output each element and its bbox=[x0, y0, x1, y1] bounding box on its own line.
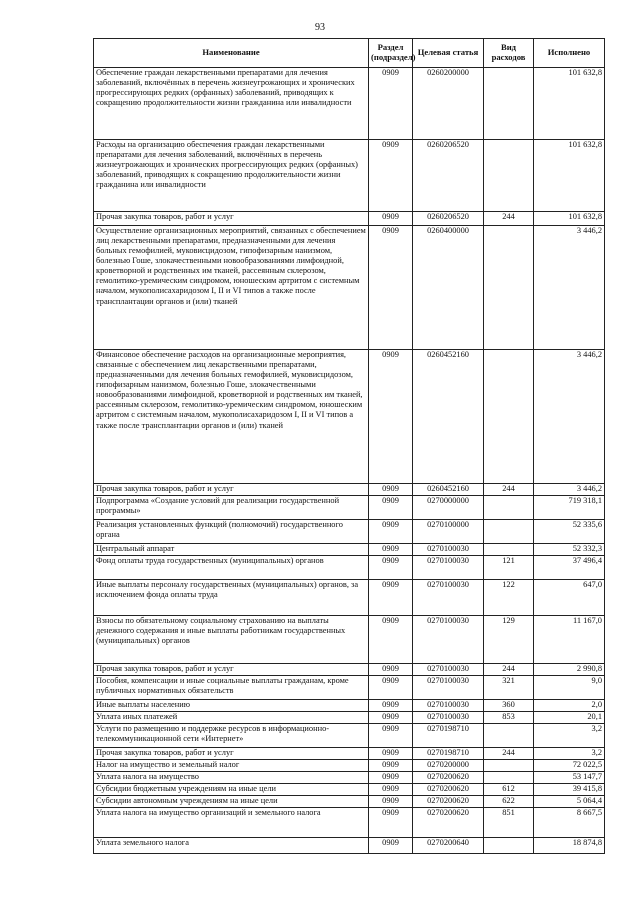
row-article-cell: 0270200640 bbox=[413, 838, 484, 854]
row-expense-type-cell bbox=[484, 772, 534, 784]
row-expense-type-cell: 244 bbox=[484, 748, 534, 760]
row-name-cell: Прочая закупка товаров, работ и услуг bbox=[94, 664, 369, 676]
row-expense-type-cell bbox=[484, 520, 534, 544]
row-section-cell: 0909 bbox=[369, 212, 413, 226]
table-row bbox=[94, 556, 605, 580]
row-expense-type-cell: 244 bbox=[484, 212, 534, 226]
row-name-cell: Подпрограмма «Создание условий для реализации государственной программы» bbox=[94, 496, 369, 520]
row-article-cell: 0270100030 bbox=[413, 664, 484, 676]
row-amount-cell: 52 332,3 bbox=[534, 544, 605, 556]
header-executed: Исполнено bbox=[534, 39, 605, 68]
row-article-cell: 0260452160 bbox=[413, 350, 484, 484]
row-section-cell: 0909 bbox=[369, 580, 413, 616]
header-article: Целевая статья bbox=[413, 39, 484, 68]
table-header-row bbox=[94, 39, 605, 68]
row-name-cell: Финансовое обеспечение расходов на организационные мероприятия, связанные с обеспечением лиц лекарственными препаратами, предназначенными для лечения больных гемофилией, муковисцидозом, гипофизарным нанизмом, болезнью Гоше, злокачественными новообразованиями лимфоидной, кроветворной и родственных им тканей, рассеянным склерозом, гемолитико-уремическим синдромом, юношеским артритом с системным началом, мукополисахаридозом I, II и VI типов а также после трансплантации органов и (или) тканей bbox=[94, 350, 369, 484]
row-expense-type-cell bbox=[484, 140, 534, 212]
row-name-cell: Уплата земельного налога bbox=[94, 838, 369, 854]
table-row bbox=[94, 616, 605, 664]
row-article-cell: 0270200620 bbox=[413, 808, 484, 838]
header-expense-type: Вид расходов bbox=[484, 39, 534, 68]
row-article-cell: 0270200620 bbox=[413, 784, 484, 796]
row-article-cell: 0270200000 bbox=[413, 760, 484, 772]
table-row bbox=[94, 140, 605, 212]
table-row bbox=[94, 760, 605, 772]
row-section-cell: 0909 bbox=[369, 796, 413, 808]
row-amount-cell: 101 632,8 bbox=[534, 140, 605, 212]
row-amount-cell: 39 415,8 bbox=[534, 784, 605, 796]
row-name-cell: Субсидии бюджетным учреждениям на иные цели bbox=[94, 784, 369, 796]
row-section-cell: 0909 bbox=[369, 700, 413, 712]
row-expense-type-cell: 121 bbox=[484, 556, 534, 580]
table-row bbox=[94, 676, 605, 700]
table-row bbox=[94, 484, 605, 496]
row-section-cell: 0909 bbox=[369, 808, 413, 838]
row-amount-cell: 3 446,2 bbox=[534, 484, 605, 496]
table-row bbox=[94, 700, 605, 712]
row-amount-cell: 3,2 bbox=[534, 748, 605, 760]
row-section-cell: 0909 bbox=[369, 68, 413, 140]
row-expense-type-cell bbox=[484, 760, 534, 772]
row-amount-cell: 2 990,8 bbox=[534, 664, 605, 676]
row-name-cell: Прочая закупка товаров, работ и услуг bbox=[94, 748, 369, 760]
row-article-cell: 0270100030 bbox=[413, 616, 484, 664]
row-expense-type-cell bbox=[484, 724, 534, 748]
row-amount-cell: 37 496,4 bbox=[534, 556, 605, 580]
row-name-cell: Обеспечение граждан лекарственными препаратами для лечения заболеваний, включённых в перечень жизнеугрожающих и хронических прогрессирующих редких (орфанных) заболеваний, приводящих к сокращению продолжительности жизни гражданина или инвалидности bbox=[94, 68, 369, 140]
budget-table bbox=[93, 38, 605, 854]
row-amount-cell: 719 318,1 bbox=[534, 496, 605, 520]
row-amount-cell: 52 335,6 bbox=[534, 520, 605, 544]
row-amount-cell: 18 874,8 bbox=[534, 838, 605, 854]
table-row bbox=[94, 808, 605, 838]
row-amount-cell: 3,2 bbox=[534, 724, 605, 748]
row-amount-cell: 3 446,2 bbox=[534, 350, 605, 484]
row-section-cell: 0909 bbox=[369, 772, 413, 784]
row-section-cell: 0909 bbox=[369, 712, 413, 724]
row-expense-type-cell bbox=[484, 350, 534, 484]
row-amount-cell: 647,0 bbox=[534, 580, 605, 616]
row-name-cell: Уплата налога на имущество организаций и земельного налога bbox=[94, 808, 369, 838]
row-article-cell: 0270100030 bbox=[413, 580, 484, 616]
table-row bbox=[94, 772, 605, 784]
header-section: Раздел (подраздел) bbox=[369, 39, 413, 68]
row-article-cell: 0260400000 bbox=[413, 226, 484, 350]
row-name-cell: Пособия, компенсации и иные социальные выплаты гражданам, кроме публичных нормативных обязательств bbox=[94, 676, 369, 700]
row-name-cell: Прочая закупка товаров, работ и услуг bbox=[94, 212, 369, 226]
row-article-cell: 0260452160 bbox=[413, 484, 484, 496]
table-row bbox=[94, 212, 605, 226]
row-section-cell: 0909 bbox=[369, 760, 413, 772]
table-row bbox=[94, 748, 605, 760]
row-expense-type-cell bbox=[484, 68, 534, 140]
row-article-cell: 0260206520 bbox=[413, 140, 484, 212]
table-row bbox=[94, 68, 605, 140]
row-expense-type-cell: 129 bbox=[484, 616, 534, 664]
row-name-cell: Услуги по размещению и поддержке ресурсов в информационно-телекоммуникационной сети «Интернет» bbox=[94, 724, 369, 748]
table-row bbox=[94, 520, 605, 544]
row-name-cell: Налог на имущество и земельный налог bbox=[94, 760, 369, 772]
table-row bbox=[94, 712, 605, 724]
row-amount-cell: 5 064,4 bbox=[534, 796, 605, 808]
row-expense-type-cell: 244 bbox=[484, 484, 534, 496]
row-expense-type-cell: 612 bbox=[484, 784, 534, 796]
header-name: Наименование bbox=[94, 39, 369, 68]
table-row bbox=[94, 496, 605, 520]
row-section-cell: 0909 bbox=[369, 676, 413, 700]
row-expense-type-cell bbox=[484, 838, 534, 854]
row-section-cell: 0909 bbox=[369, 616, 413, 664]
table-row bbox=[94, 350, 605, 484]
row-expense-type-cell: 622 bbox=[484, 796, 534, 808]
table-body bbox=[94, 68, 605, 854]
row-section-cell: 0909 bbox=[369, 496, 413, 520]
row-name-cell: Уплата налога на имущество bbox=[94, 772, 369, 784]
row-name-cell: Иные выплаты персоналу государственных (муниципальных) органов, за исключением фонда оплаты труда bbox=[94, 580, 369, 616]
row-section-cell: 0909 bbox=[369, 484, 413, 496]
row-article-cell: 0270100030 bbox=[413, 556, 484, 580]
row-amount-cell: 8 667,5 bbox=[534, 808, 605, 838]
row-amount-cell: 101 632,8 bbox=[534, 68, 605, 140]
row-article-cell: 0260200000 bbox=[413, 68, 484, 140]
row-article-cell: 0260206520 bbox=[413, 212, 484, 226]
row-section-cell: 0909 bbox=[369, 140, 413, 212]
row-name-cell: Взносы по обязательному социальному страхованию на выплаты денежного содержания и иные выплаты работникам государственных (муниципальных) органов bbox=[94, 616, 369, 664]
row-section-cell: 0909 bbox=[369, 544, 413, 556]
row-section-cell: 0909 bbox=[369, 724, 413, 748]
row-amount-cell: 2,0 bbox=[534, 700, 605, 712]
row-amount-cell: 53 147,7 bbox=[534, 772, 605, 784]
row-name-cell: Субсидии автономным учреждениям на иные цели bbox=[94, 796, 369, 808]
row-section-cell: 0909 bbox=[369, 520, 413, 544]
table-row bbox=[94, 784, 605, 796]
row-article-cell: 0270100030 bbox=[413, 544, 484, 556]
row-expense-type-cell bbox=[484, 226, 534, 350]
row-article-cell: 0270198710 bbox=[413, 748, 484, 760]
row-amount-cell: 9,0 bbox=[534, 676, 605, 700]
row-amount-cell: 11 167,0 bbox=[534, 616, 605, 664]
row-article-cell: 0270200620 bbox=[413, 796, 484, 808]
row-section-cell: 0909 bbox=[369, 664, 413, 676]
row-section-cell: 0909 bbox=[369, 350, 413, 484]
row-section-cell: 0909 bbox=[369, 838, 413, 854]
row-article-cell: 0270100030 bbox=[413, 712, 484, 724]
row-expense-type-cell: 122 bbox=[484, 580, 534, 616]
row-article-cell: 0270100000 bbox=[413, 520, 484, 544]
row-article-cell: 0270198710 bbox=[413, 724, 484, 748]
row-expense-type-cell: 244 bbox=[484, 664, 534, 676]
row-expense-type-cell bbox=[484, 496, 534, 520]
table-row bbox=[94, 664, 605, 676]
table-row bbox=[94, 838, 605, 854]
row-expense-type-cell: 321 bbox=[484, 676, 534, 700]
row-name-cell: Реализация установленных функций (полномочий) государственного органа bbox=[94, 520, 369, 544]
table-row bbox=[94, 724, 605, 748]
row-expense-type-cell bbox=[484, 544, 534, 556]
row-name-cell: Иные выплаты населению bbox=[94, 700, 369, 712]
table-row bbox=[94, 226, 605, 350]
row-amount-cell: 72 022,5 bbox=[534, 760, 605, 772]
row-article-cell: 0270100030 bbox=[413, 676, 484, 700]
row-amount-cell: 3 446,2 bbox=[534, 226, 605, 350]
table-row bbox=[94, 796, 605, 808]
row-section-cell: 0909 bbox=[369, 784, 413, 796]
row-article-cell: 0270000000 bbox=[413, 496, 484, 520]
row-name-cell: Фонд оплаты труда государственных (муниципальных) органов bbox=[94, 556, 369, 580]
row-name-cell: Расходы на организацию обеспечения граждан лекарственными препаратами для лечения заболеваний, включённых в перечень жизнеугрожающих и хронических прогрессирующих редких (орфанных) заболеваний, приводящих к сокращению продолжительности жизни гражданина или инвалидности bbox=[94, 140, 369, 212]
row-section-cell: 0909 bbox=[369, 556, 413, 580]
row-amount-cell: 101 632,8 bbox=[534, 212, 605, 226]
row-section-cell: 0909 bbox=[369, 226, 413, 350]
row-name-cell: Осуществление организационных мероприятий, связанных с обеспечением лиц лекарственными препаратами, предназначенными для лечения больных гемофилией, муковисцидозом, гипофизарным нанизмом, болезнью Гоше, злокачественными новообразованиями лимфоидной, кроветворной и родственных им тканей, рассеянным склерозом, гемолитико-уремическим синдромом, юношеским артритом с системным началом, мукополисахаридозом I, II и VI типов а также после трансплантации органов и (или) тканей bbox=[94, 226, 369, 350]
row-amount-cell: 20,1 bbox=[534, 712, 605, 724]
row-section-cell: 0909 bbox=[369, 748, 413, 760]
row-expense-type-cell: 853 bbox=[484, 712, 534, 724]
row-article-cell: 0270200620 bbox=[413, 772, 484, 784]
row-name-cell: Центральный аппарат bbox=[94, 544, 369, 556]
table-row bbox=[94, 544, 605, 556]
row-article-cell: 0270100030 bbox=[413, 700, 484, 712]
table-row bbox=[94, 580, 605, 616]
row-name-cell: Прочая закупка товаров, работ и услуг bbox=[94, 484, 369, 496]
row-expense-type-cell: 851 bbox=[484, 808, 534, 838]
row-name-cell: Уплата иных платежей bbox=[94, 712, 369, 724]
row-expense-type-cell: 360 bbox=[484, 700, 534, 712]
page-number: 93 bbox=[315, 22, 325, 33]
